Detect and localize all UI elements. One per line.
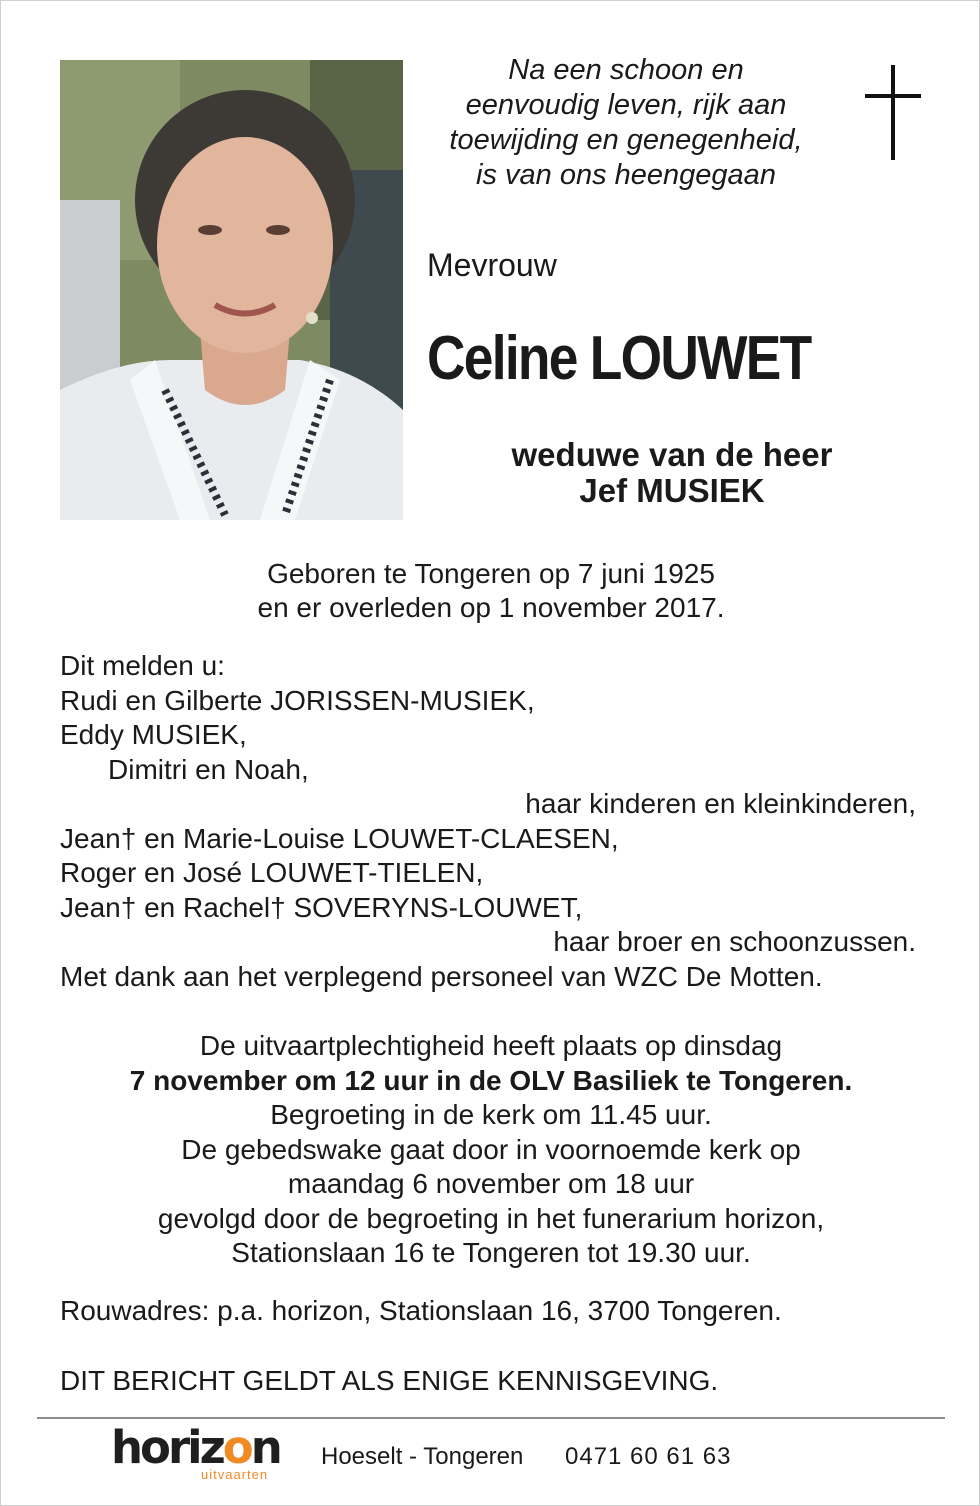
family-line: Jean† en Rachel† SOVERYNS-LOUWET, — [60, 891, 583, 923]
ceremony-line: gevolgd door de begroeting in het funerarium horizon, — [157, 1202, 825, 1234]
death-line: en er overleden op 1 november 2017. — [257, 592, 725, 623]
ceremony-line: maandag 6 november om 18 uur — [287, 1168, 695, 1199]
footer-locations: Hoeselt - Tongeren — [321, 1443, 524, 1470]
deceased-name: Celine LOUWET — [427, 324, 811, 393]
logo-text-suffix: n — [250, 1421, 280, 1474]
ceremony-line: Begroeting in de kerk om 11.45 uur. — [270, 1099, 712, 1130]
ceremony-line: Stationslaan 16 te Tongeren tot 19.30 uur. — [231, 1237, 751, 1268]
logo-text-prefix: horiz — [111, 1421, 223, 1474]
title-prefix: Mevrouw — [427, 247, 557, 283]
intro-line: toewijding en genegenheid, — [449, 124, 803, 156]
ceremony-date-place: 7 november om 12 uur in de OLV Basiliek te Tongeren. — [129, 1064, 853, 1096]
family-line: Dimitri en Noah, — [108, 753, 309, 785]
family-relation: haar kinderen en kleinkinderen, — [525, 788, 916, 819]
intro-line: eenvoudig leven, rijk aan — [465, 89, 787, 121]
spouse-block — [441, 437, 903, 509]
birth-line: Geboren te Tongeren op 7 juni 1925 — [267, 558, 715, 589]
spouse-line-2: Jef MUSIEK — [579, 472, 765, 509]
spouse-line-1: weduwe van de heer — [511, 436, 833, 473]
family-intro: Dit melden u: — [60, 650, 225, 681]
family-line: Eddy MUSIEK, — [60, 719, 247, 750]
family-line: Jean† en Marie-Louise LOUWET-CLAESEN, — [60, 822, 619, 854]
logo-subtitle: uitvaarten — [201, 1467, 269, 1482]
family-list — [60, 649, 920, 994]
notice-line: DIT BERICHT GELDT ALS ENIGE KENNISGEVING. — [60, 1365, 719, 1396]
family-line: Rudi en Gilberte JORISSEN-MUSIEK, — [60, 684, 535, 716]
portrait-photo — [60, 60, 403, 520]
ceremony-line: De uitvaartplechtigheid heeft plaats op dinsdag — [199, 1030, 783, 1061]
footer-divider — [37, 1417, 945, 1419]
mourning-address: Rouwadres: p.a. horizon, Stationslaan 16, 3700 Tongeren. — [60, 1295, 782, 1326]
ceremony-line: De gebedswake gaat door in voornoemde kerk op — [181, 1133, 801, 1165]
family-relation: haar broer en schoonzussen. — [553, 926, 916, 957]
cross-icon — [865, 65, 921, 160]
footer-phone: 0471 60 61 63 — [565, 1443, 732, 1470]
portrait-image — [60, 60, 403, 520]
intro-verse — [411, 53, 841, 193]
family-line: Roger en José LOUWET-TIELEN, — [60, 857, 484, 888]
intro-line: is van ons heengegaan — [476, 159, 776, 191]
life-dates — [1, 557, 980, 625]
ceremony-details — [1, 1029, 980, 1271]
logo-text-o: o — [222, 1421, 251, 1474]
thanks-line: Met dank aan het verplegend personeel van WZC De Motten. — [60, 960, 823, 992]
intro-line: Na een schoon en — [508, 54, 744, 86]
